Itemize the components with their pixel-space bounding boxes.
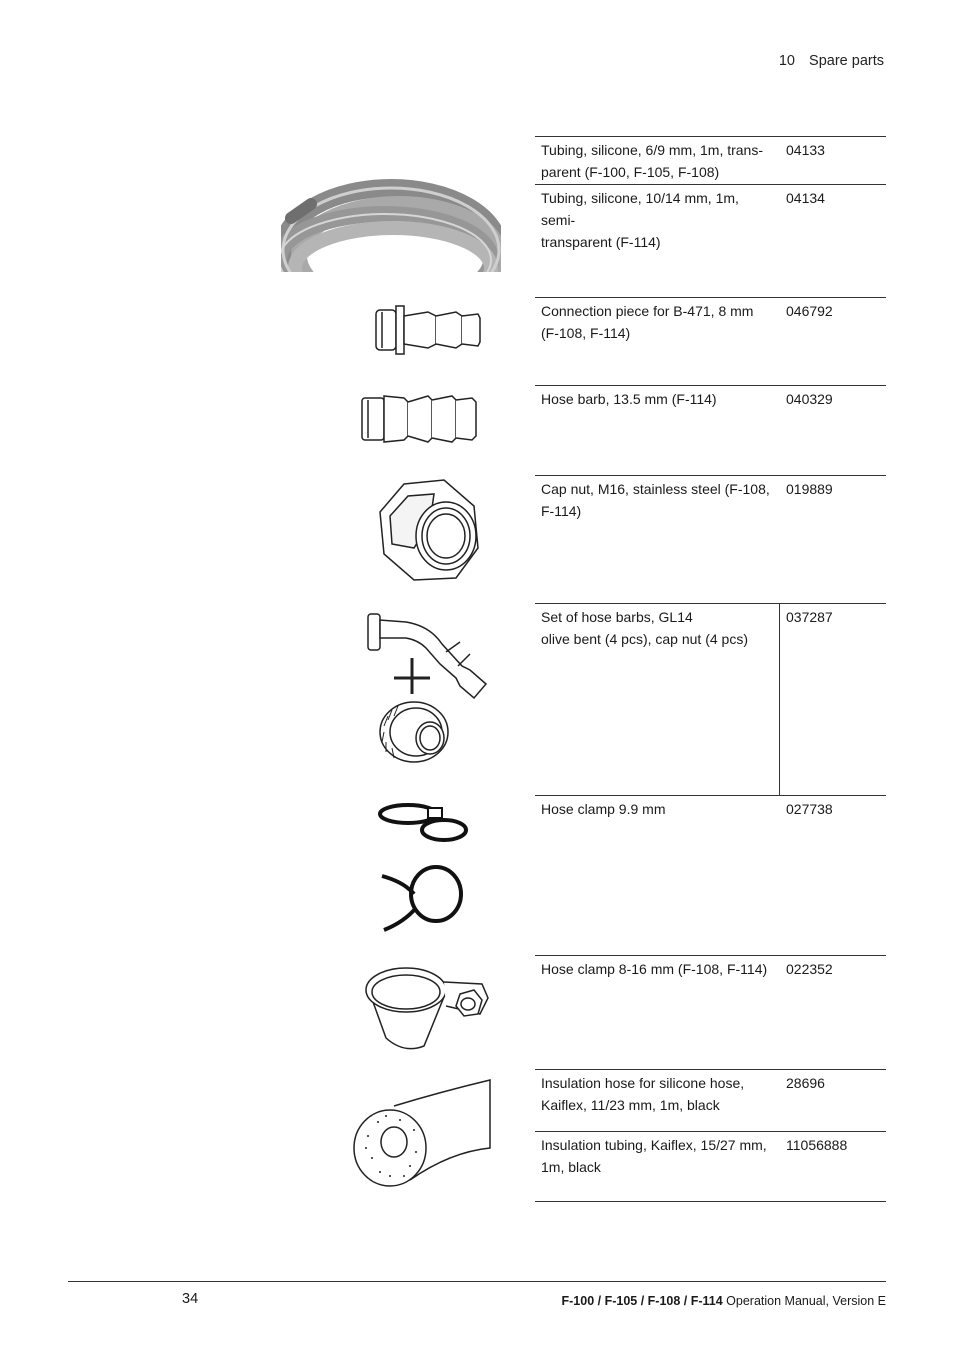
- part-order-number: 04133: [786, 142, 825, 158]
- part-description: Hose barb, 13.5 mm (F-114): [541, 391, 717, 407]
- part-description: Hose clamp 8-16 mm (F-108, F-114): [541, 961, 768, 977]
- part-row: [535, 475, 886, 604]
- part-description: Hose clamp 9.9 mm: [541, 801, 666, 817]
- part-row: [535, 385, 886, 476]
- part-description: Insulation tubing, Kaiflex, 15/27 mm, 1m, black: [541, 1137, 767, 1175]
- part-row: [535, 136, 886, 185]
- part-row: [535, 1131, 886, 1202]
- part-order-number: 019889: [786, 481, 833, 497]
- part-row: [535, 955, 886, 1070]
- chapter-title: Spare parts: [809, 53, 884, 69]
- part-order-number: 04134: [786, 190, 825, 206]
- connection-piece-image: [370, 300, 486, 360]
- part-row: [535, 184, 886, 298]
- cap-nut-image: [374, 478, 486, 582]
- part-description: Connection piece for B-471, 8 mm (F-108, F-114): [541, 303, 754, 341]
- hose-clamp-wire-image: [374, 796, 474, 938]
- part-row: [535, 1069, 886, 1132]
- part-order-number: 022352: [786, 961, 833, 977]
- hose-barb-set-image: [362, 608, 492, 768]
- part-description: Set of hose barbs, GL14 olive bent (4 pcs), cap nut (4 pcs): [541, 609, 748, 647]
- footer-title: [562, 1294, 887, 1308]
- insulation-hose-image: [350, 1076, 496, 1192]
- page-header: [779, 53, 884, 69]
- footer-models: F-100 / F-105 / F-108 / F-114: [561, 1294, 723, 1308]
- part-order-number: 037287: [786, 609, 833, 625]
- footer-rule: [68, 1281, 886, 1282]
- part-order-number: 027738: [786, 801, 833, 817]
- silicone-tubing-coil-image: [281, 160, 501, 272]
- part-row: [535, 795, 886, 956]
- part-order-number: 040329: [786, 391, 833, 407]
- part-row: [535, 297, 886, 386]
- part-description: Insulation hose for silicone hose, Kaiflex, 11/23 mm, 1m, black: [541, 1075, 745, 1113]
- part-description: Cap nut, M16, stainless steel (F-108, F-114): [541, 481, 770, 519]
- part-order-number: 046792: [786, 303, 833, 319]
- footer-doc-title: Operation Manual, Version E: [726, 1294, 886, 1308]
- chapter-number: 10: [778, 53, 795, 69]
- part-description: Tubing, silicone, 6/9 mm, 1m, trans- parent (F-100, F-105, F-108): [541, 142, 764, 180]
- part-order-number: 11056888: [786, 1137, 848, 1153]
- part-order-number: 28696: [786, 1075, 825, 1091]
- part-description: Tubing, silicone, 10/14 mm, 1m, semi- transparent (F-114): [541, 190, 739, 250]
- hose-barb-image: [358, 390, 482, 448]
- table-bottom-rule: [535, 1201, 886, 1202]
- page-number: 34: [182, 1291, 199, 1307]
- hose-clamp-band-image: [364, 962, 494, 1052]
- part-row: [535, 603, 886, 796]
- column-divider: [779, 603, 780, 796]
